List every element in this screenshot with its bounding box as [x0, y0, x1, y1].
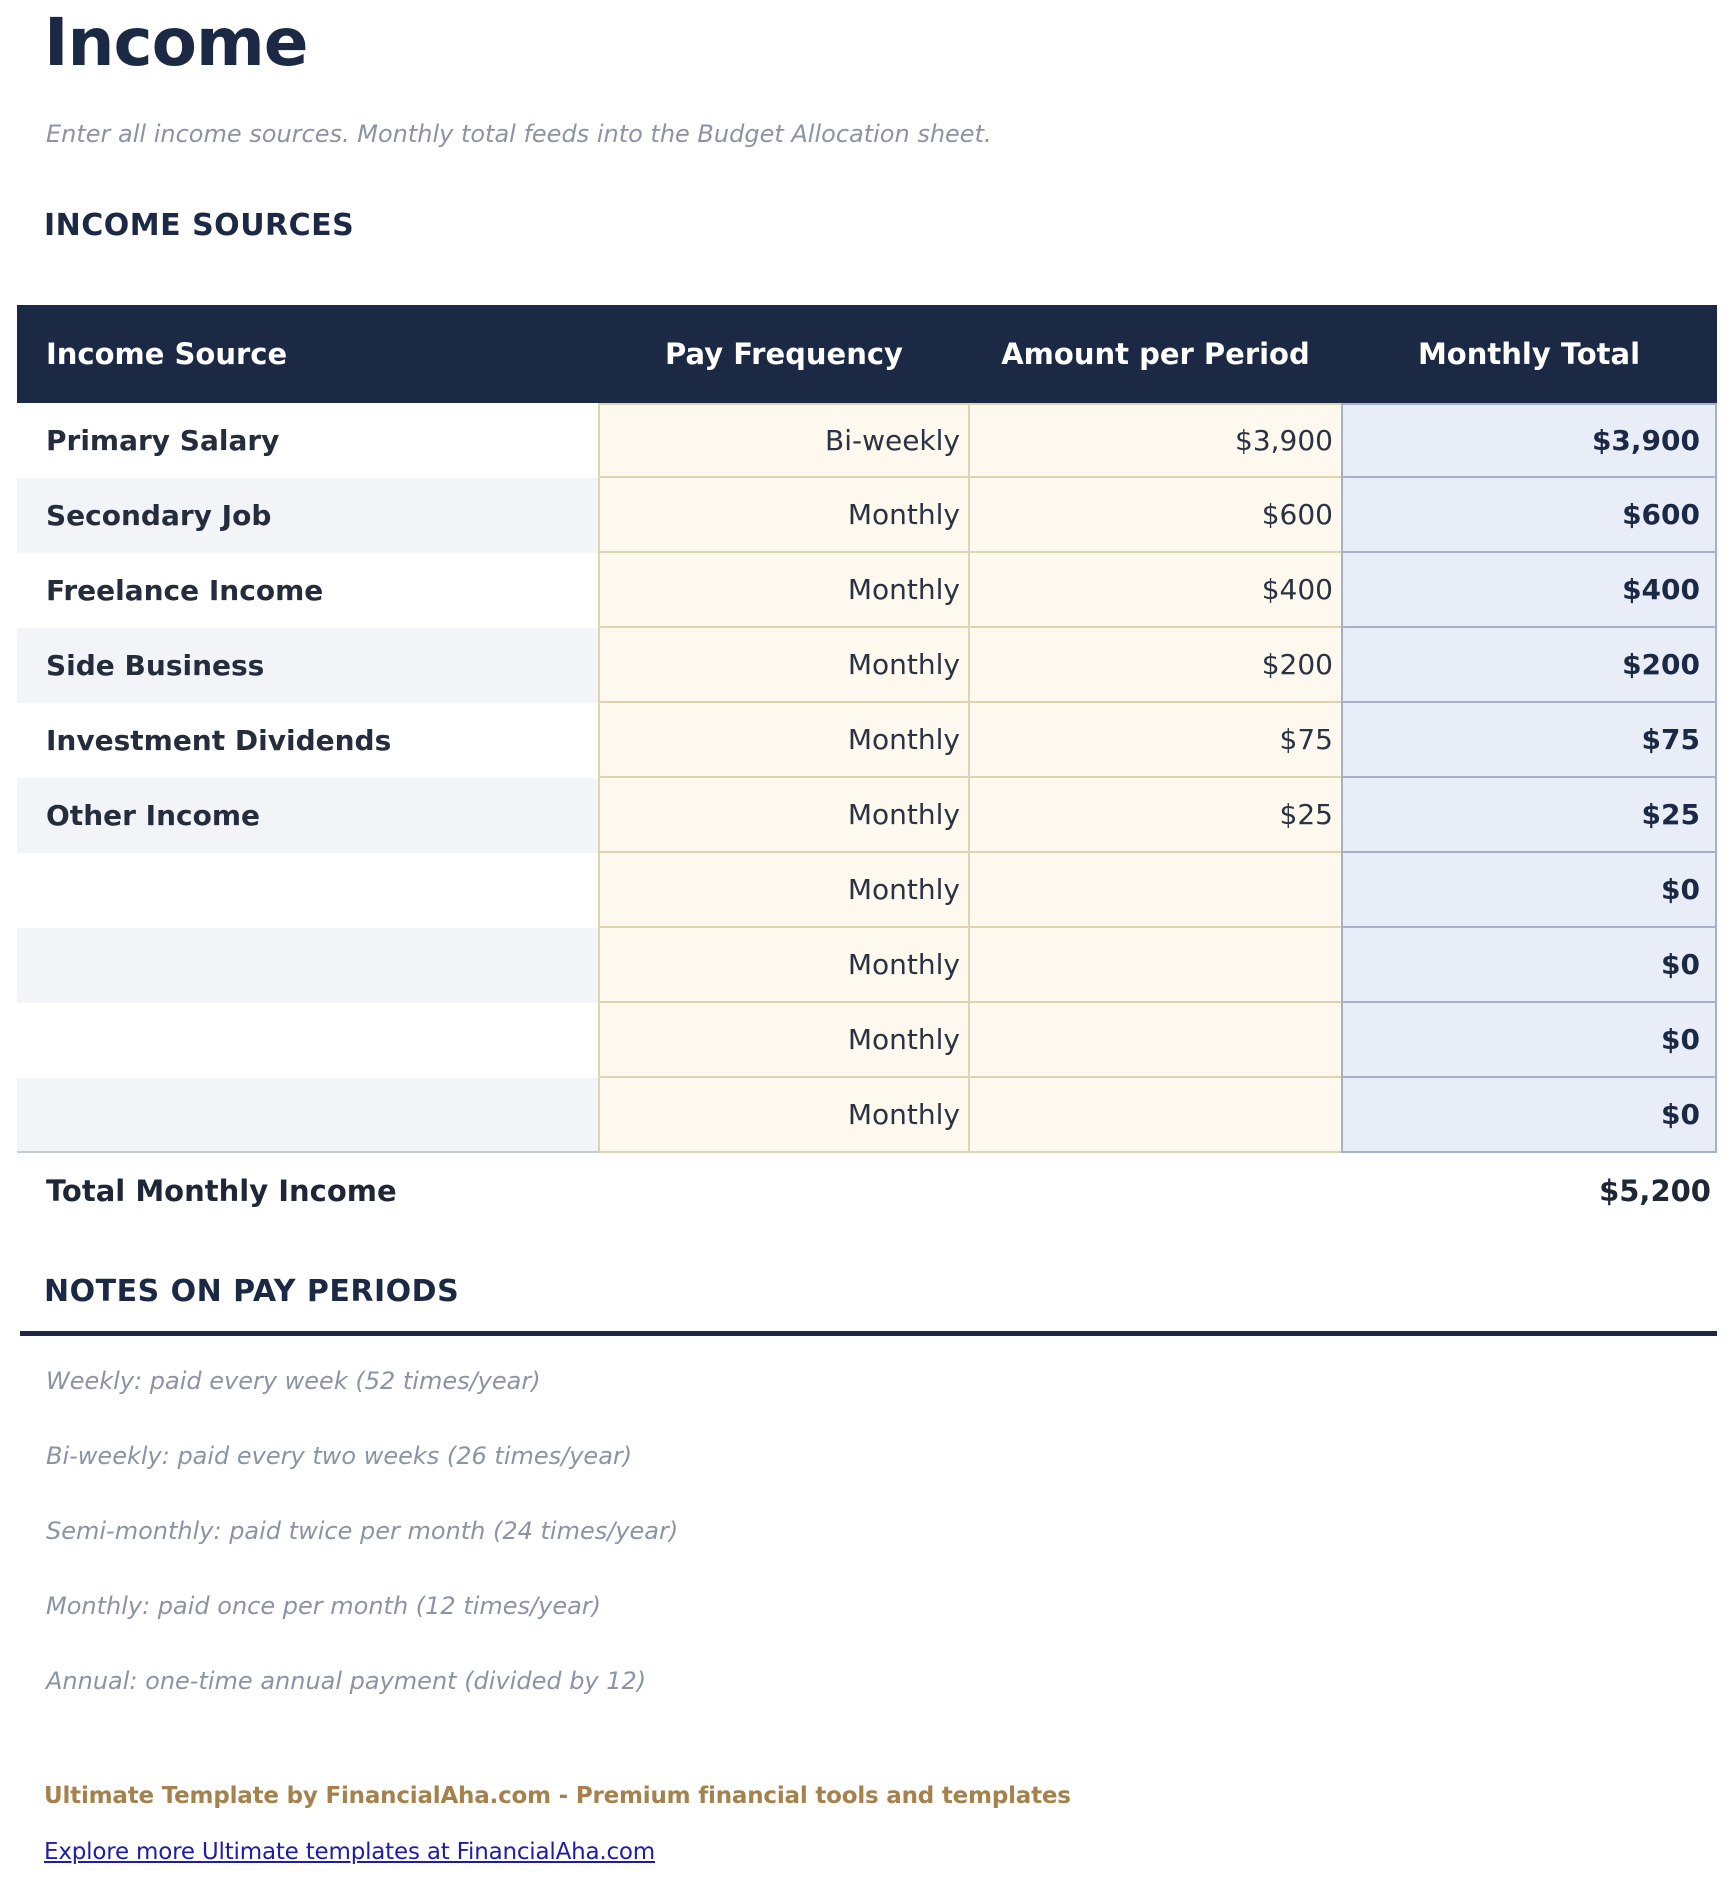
- section-divider: [20, 1331, 1717, 1336]
- monthly-total-cell: $0: [1341, 928, 1717, 1003]
- pay-frequency-cell[interactable]: Bi-weekly: [598, 403, 970, 478]
- table-row: [17, 403, 1717, 478]
- column-header-income-source: Income Source: [46, 337, 288, 372]
- table-row: [17, 1078, 1717, 1153]
- table-row: [17, 553, 1717, 628]
- section-heading-notes: NOTES ON PAY PERIODS: [44, 1274, 460, 1310]
- pay-frequency-cell[interactable]: Monthly: [598, 478, 970, 553]
- amount-cell[interactable]: [970, 1078, 1341, 1153]
- pay-period-note: Weekly: paid every week (52 times/year): [46, 1367, 541, 1396]
- table-row: [17, 928, 1717, 1003]
- monthly-total-cell: $600: [1341, 478, 1717, 553]
- table-header-row: [17, 305, 1717, 403]
- amount-cell[interactable]: $3,900: [970, 403, 1341, 478]
- pay-frequency-cell[interactable]: Monthly: [598, 1003, 970, 1078]
- income-sources-table: [17, 305, 1717, 1153]
- pay-period-note: Bi-weekly: paid every two weeks (26 times/year): [46, 1442, 633, 1471]
- income-source-cell[interactable]: Investment Dividends: [17, 703, 598, 778]
- pay-frequency-cell[interactable]: Monthly: [598, 928, 970, 1003]
- total-value: $5,200: [1599, 1174, 1711, 1209]
- monthly-total-cell: $25: [1341, 778, 1717, 853]
- monthly-total-cell: $200: [1341, 628, 1717, 703]
- pay-frequency-cell[interactable]: Monthly: [598, 1078, 970, 1153]
- total-monthly-income-row: [17, 1167, 1717, 1215]
- monthly-total-cell: $75: [1341, 703, 1717, 778]
- income-source-cell[interactable]: Side Business: [17, 628, 598, 703]
- pay-period-notes: [46, 1366, 1733, 1696]
- column-header-monthly-total: Monthly Total: [1417, 337, 1641, 372]
- pay-frequency-cell[interactable]: Monthly: [598, 853, 970, 928]
- income-source-cell[interactable]: [17, 928, 598, 1003]
- pay-frequency-cell[interactable]: Monthly: [598, 703, 970, 778]
- amount-cell[interactable]: $200: [970, 628, 1341, 703]
- table-row: [17, 853, 1717, 928]
- amount-cell[interactable]: [970, 853, 1341, 928]
- table-body: [17, 403, 1717, 1153]
- amount-cell[interactable]: $400: [970, 553, 1341, 628]
- amount-cell[interactable]: [970, 928, 1341, 1003]
- monthly-total-cell: $400: [1341, 553, 1717, 628]
- income-source-cell[interactable]: [17, 1003, 598, 1078]
- amount-cell[interactable]: $25: [970, 778, 1341, 853]
- monthly-total-cell: $3,900: [1341, 403, 1717, 478]
- pay-frequency-cell[interactable]: Monthly: [598, 553, 970, 628]
- table-row: [17, 703, 1717, 778]
- footer-brand-text: Ultimate Template by FinancialAha.com - Premium financial tools and templates: [44, 1783, 1071, 1810]
- section-heading-income-sources: INCOME SOURCES: [44, 208, 355, 244]
- page-title: Income: [44, 4, 308, 81]
- monthly-total-cell: $0: [1341, 853, 1717, 928]
- amount-cell[interactable]: $75: [970, 703, 1341, 778]
- page-subtitle: Enter all income sources. Monthly total feeds into the Budget Allocation sheet.: [46, 120, 992, 149]
- income-source-cell[interactable]: Freelance Income: [17, 553, 598, 628]
- pay-period-note: Monthly: paid once per month (12 times/year): [46, 1592, 602, 1621]
- amount-cell[interactable]: $600: [970, 478, 1341, 553]
- income-source-cell[interactable]: Other Income: [17, 778, 598, 853]
- footer-explore-link[interactable]: Explore more Ultimate templates at FinancialAha.com: [44, 1839, 656, 1866]
- table-row: [17, 478, 1717, 553]
- pay-period-note: Annual: one-time annual payment (divided by 12): [46, 1667, 647, 1696]
- income-source-cell[interactable]: [17, 1078, 598, 1153]
- pay-frequency-cell[interactable]: Monthly: [598, 778, 970, 853]
- amount-cell[interactable]: [970, 1003, 1341, 1078]
- monthly-total-cell: $0: [1341, 1078, 1717, 1153]
- pay-period-note: Semi-monthly: paid twice per month (24 times/year): [46, 1517, 679, 1546]
- total-label: Total Monthly Income: [46, 1174, 397, 1209]
- income-source-cell[interactable]: Secondary Job: [17, 478, 598, 553]
- monthly-total-cell: $0: [1341, 1003, 1717, 1078]
- table-row: [17, 1003, 1717, 1078]
- table-row: [17, 628, 1717, 703]
- income-source-cell[interactable]: Primary Salary: [17, 403, 598, 478]
- pay-frequency-cell[interactable]: Monthly: [598, 628, 970, 703]
- income-source-cell[interactable]: [17, 853, 598, 928]
- column-header-amount-per-period: Amount per Period: [1001, 337, 1310, 372]
- column-header-pay-frequency: Pay Frequency: [665, 337, 903, 372]
- table-row: [17, 778, 1717, 853]
